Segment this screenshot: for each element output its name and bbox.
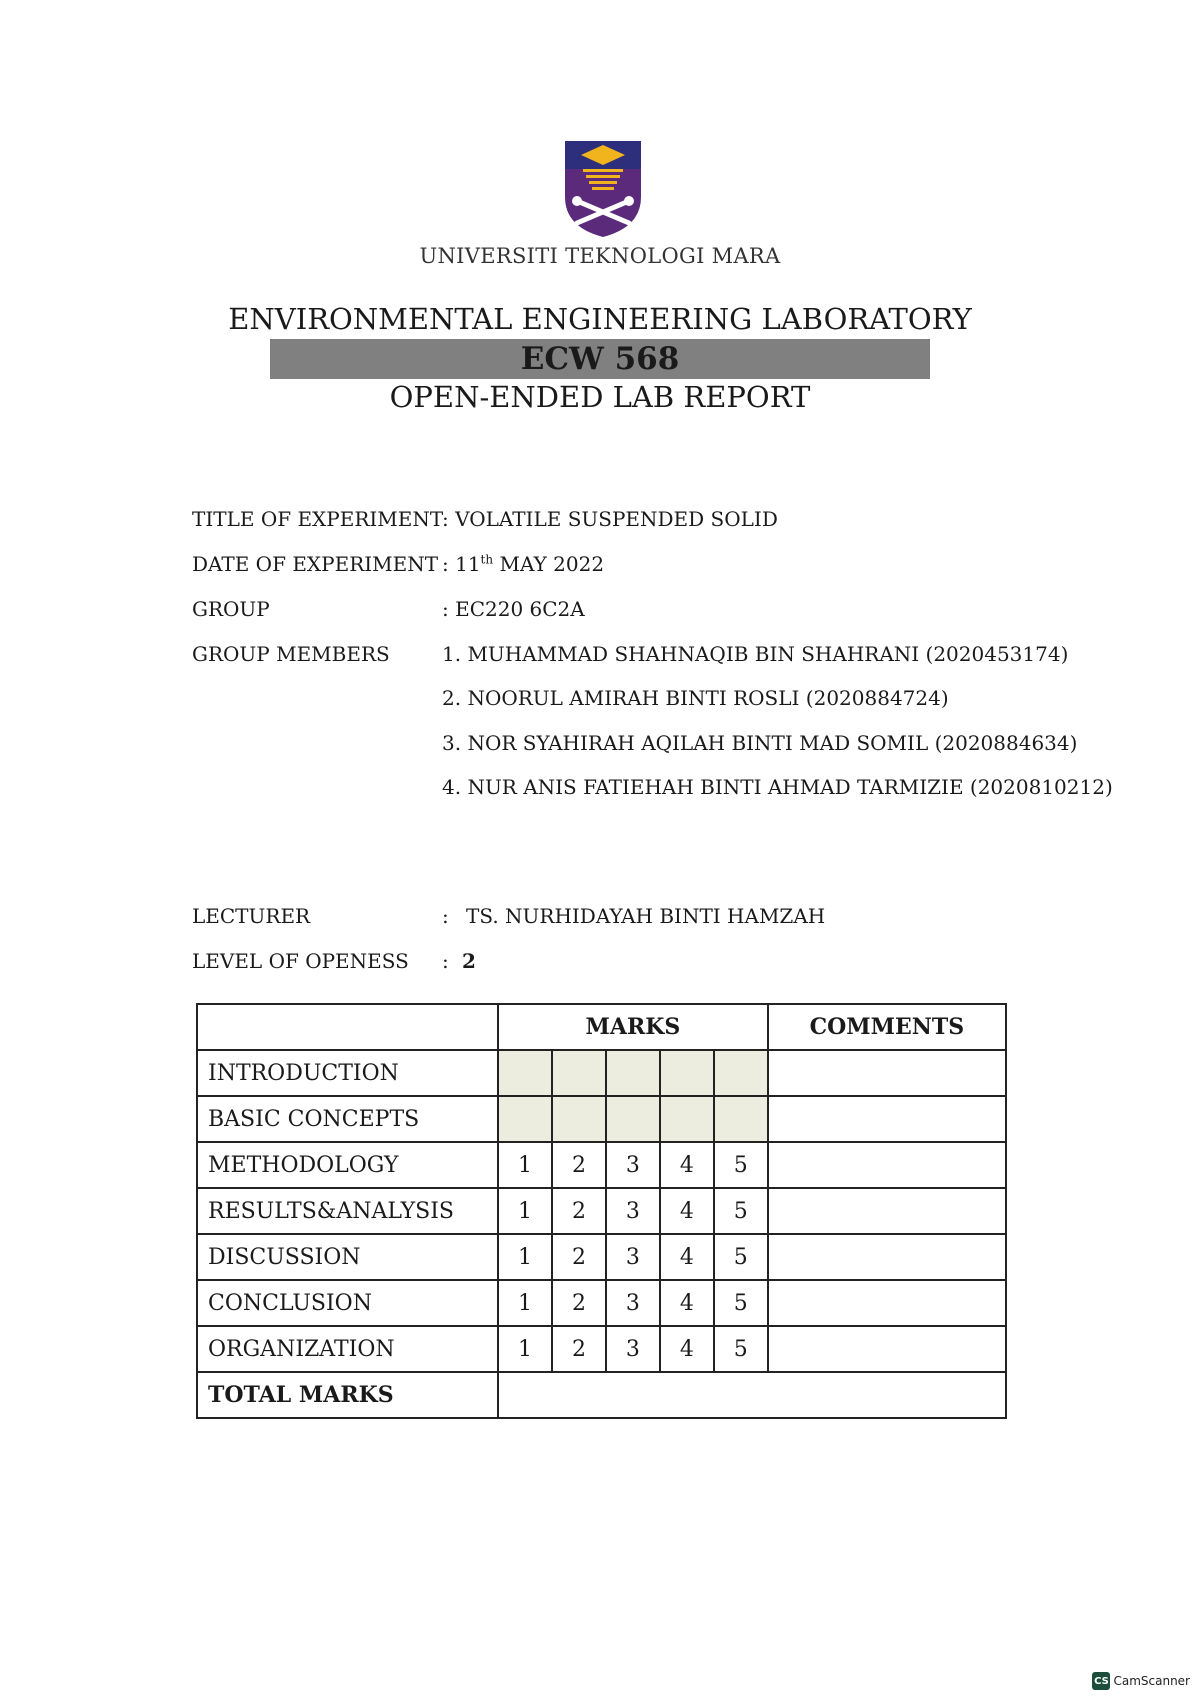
experiment-title-value: : VOLATILE SUSPENDED SOLID [442,507,778,531]
mark-cell: 4 [660,1188,714,1234]
mark-cell: 3 [606,1326,660,1372]
university-logo [562,139,644,239]
marks-header: MARKS [498,1004,768,1050]
criterion-label: DISCUSSION [197,1234,498,1280]
comment-cell [768,1326,1006,1372]
group-member: 4. NUR ANIS FATIEHAH BINTI AHMAD TARMIZIE (2020810212) [442,775,1113,799]
mark-cell [660,1096,714,1142]
mark-cell: 1 [498,1326,552,1372]
total-marks-label: TOTAL MARKS [197,1372,498,1418]
comment-cell [768,1234,1006,1280]
course-code: ECW 568 [270,339,930,379]
group-members-label: GROUP MEMBERS [192,642,390,666]
lab-title: ENVIRONMENTAL ENGINEERING LABORATORY [228,302,972,336]
lecturer-label: LECTURER [192,904,311,928]
group-value: : EC220 6C2A [442,597,585,621]
mark-cell [714,1096,768,1142]
comment-cell [768,1050,1006,1096]
criterion-label: ORGANIZATION [197,1326,498,1372]
mark-cell: 5 [714,1234,768,1280]
table-header-row [197,1004,1006,1050]
mark-cell: 2 [552,1326,606,1372]
openness-value: 2 [462,949,476,973]
mark-cell: 5 [714,1326,768,1372]
mark-cell: 2 [552,1142,606,1188]
comments-header: COMMENTS [768,1004,1006,1050]
criterion-label: METHODOLOGY [197,1142,498,1188]
criterion-label: INTRODUCTION [197,1050,498,1096]
mark-cell: 3 [606,1234,660,1280]
group-member: 3. NOR SYAHIRAH AQILAH BINTI MAD SOMIL (2020884634) [442,731,1078,755]
table-row [197,1096,1006,1142]
table-row [197,1326,1006,1372]
mark-cell: 5 [714,1280,768,1326]
mark-cell: 1 [498,1188,552,1234]
mark-cell: 2 [552,1280,606,1326]
report-type: OPEN-ENDED LAB REPORT [389,380,811,414]
group-member: 1. MUHAMMAD SHAHNAQIB BIN SHAHRANI (2020453174) [442,642,1069,666]
criterion-label: BASIC CONCEPTS [197,1096,498,1142]
mark-cell: 3 [606,1188,660,1234]
openness-label: LEVEL OF OPENESS [192,949,409,973]
group-member: 2. NOORUL AMIRAH BINTI ROSLI (2020884724) [442,686,949,710]
table-row [197,1234,1006,1280]
mark-cell [498,1050,552,1096]
mark-cell: 3 [606,1142,660,1188]
table-row [197,1280,1006,1326]
mark-cell: 4 [660,1280,714,1326]
total-marks-cell [498,1372,1006,1418]
mark-cell: 4 [660,1142,714,1188]
experiment-title-label: TITLE OF EXPERIMENT [192,507,444,531]
mark-cell [606,1096,660,1142]
group-label: GROUP [192,597,270,621]
comment-cell [768,1142,1006,1188]
mark-cell: 3 [606,1280,660,1326]
mark-cell: 1 [498,1280,552,1326]
comment-cell [768,1096,1006,1142]
table-row [197,1188,1006,1234]
university-name: UNIVERSITI TEKNOLOGI MARA [419,244,781,268]
table-row [197,1050,1006,1096]
camscanner-label: CamScanner [1113,1674,1190,1688]
mark-cell [552,1096,606,1142]
criterion-label: RESULTS&ANALYSIS [197,1188,498,1234]
mark-cell: 4 [660,1326,714,1372]
mark-cell: 4 [660,1234,714,1280]
mark-cell: 2 [552,1188,606,1234]
lecturer-colon: : [442,904,449,928]
marks-table [196,1003,1007,1419]
lecturer-value: TS. NURHIDAYAH BINTI HAMZAH [466,904,826,928]
experiment-date-value: : 11th MAY 2022 [442,552,605,576]
mark-cell: 1 [498,1234,552,1280]
mark-cell: 2 [552,1234,606,1280]
table-row [197,1142,1006,1188]
openness-colon: : [442,949,449,973]
mark-cell: 1 [498,1142,552,1188]
mark-cell [552,1050,606,1096]
mark-cell: 5 [714,1188,768,1234]
mark-cell [714,1050,768,1096]
experiment-date-label: DATE OF EXPERIMENT [192,552,439,576]
mark-cell: 5 [714,1142,768,1188]
comment-cell [768,1280,1006,1326]
mark-cell [498,1096,552,1142]
mark-cell [660,1050,714,1096]
mark-cell [606,1050,660,1096]
camscanner-icon: CS [1092,1672,1110,1690]
comment-cell [768,1188,1006,1234]
header-blank-cell [197,1004,498,1050]
total-row [197,1372,1006,1418]
criterion-label: CONCLUSION [197,1280,498,1326]
camscanner-watermark [1092,1672,1190,1690]
